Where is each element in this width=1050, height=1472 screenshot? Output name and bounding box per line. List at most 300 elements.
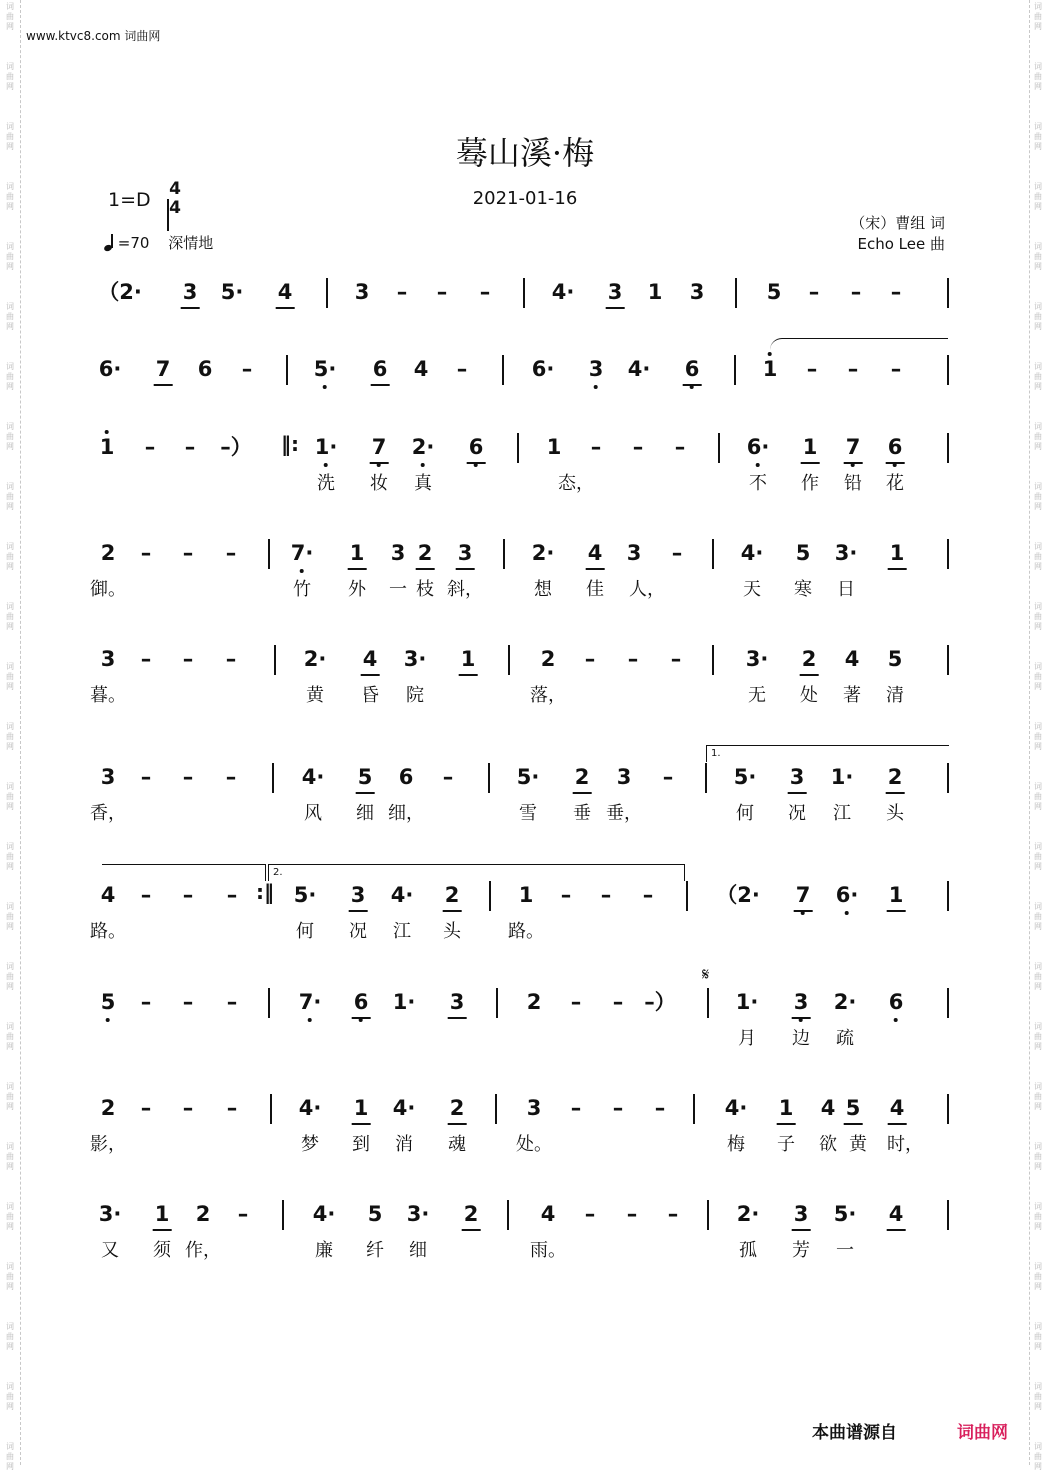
score-note: 2· <box>833 990 857 1014</box>
score-note: 1· <box>830 765 854 789</box>
score-note: 3 <box>354 280 370 304</box>
score-note: 3· <box>834 541 858 565</box>
time-signature <box>167 180 183 218</box>
score-note: 1· <box>315 435 338 459</box>
site-header[interactable]: www.ktvc8.com 词曲网 <box>26 29 161 43</box>
barline <box>502 355 504 385</box>
score-note: 5 <box>367 1202 383 1226</box>
dash-note: – <box>436 280 448 304</box>
score-note: 4 <box>588 541 603 565</box>
watermark-text: 词 曲 网 <box>6 1262 14 1291</box>
barline <box>326 278 328 308</box>
dash-note: – <box>890 280 902 304</box>
score-note: 2· <box>736 1202 760 1226</box>
lyric-syllable: 芳 <box>792 1240 810 1261</box>
watermark-text: 词 曲 网 <box>1034 122 1042 151</box>
barline <box>282 1200 284 1230</box>
barline <box>693 1094 695 1124</box>
watermark-text: 词 曲 网 <box>1034 602 1042 631</box>
score-note: 2 <box>526 990 542 1014</box>
dash-note: – <box>140 647 152 671</box>
watermark-text: 词 曲 网 <box>6 902 14 931</box>
lyric-syllable: 廉 <box>315 1240 333 1261</box>
lyric-syllable: 到 <box>352 1134 370 1155</box>
score-note: 3 <box>100 647 116 671</box>
watermark-text: 词 曲 网 <box>1034 482 1042 511</box>
dash-note: – <box>671 541 683 565</box>
barline <box>947 433 949 463</box>
score-note: 1 <box>155 1202 170 1226</box>
score-note: 4 <box>889 1202 904 1226</box>
lyric-syllable: 洗 <box>317 473 335 494</box>
watermark-text: 词 曲 网 <box>6 182 14 211</box>
score-note: 4 <box>820 1096 836 1120</box>
score-note: 3 <box>589 357 604 381</box>
dash-note: – <box>442 765 454 789</box>
watermark-strip-right <box>1028 0 1050 1471</box>
watermark-text: 词 曲 网 <box>6 2 14 31</box>
barline <box>268 988 270 1018</box>
score-note: 1 <box>803 435 818 459</box>
score-note: 3 <box>450 990 465 1014</box>
score-note: 2 <box>418 541 433 565</box>
watermark-text: 词 曲 网 <box>6 242 14 271</box>
lyric-syllable: 又 <box>101 1240 119 1261</box>
score-note: 7 <box>372 435 387 459</box>
barline <box>947 278 949 308</box>
score-note: 1 <box>100 435 115 459</box>
lyric-syllable: 想 <box>534 579 552 600</box>
watermark-text: 词 曲 网 <box>1034 1382 1042 1411</box>
barline <box>947 645 949 675</box>
score-note: 1 <box>350 541 365 565</box>
dash-note: – <box>626 1202 638 1226</box>
watermark-text: 词 曲 网 <box>6 1382 14 1411</box>
score-note: 3 <box>616 765 632 789</box>
barline <box>947 881 949 911</box>
lyric-syllable: 处。 <box>516 1134 552 1155</box>
dash-note: – <box>225 647 237 671</box>
barline <box>508 645 510 675</box>
dash-note: – <box>144 435 156 459</box>
score-note: 6 <box>889 990 904 1014</box>
lyric-syllable: 妆 <box>370 473 388 494</box>
score-note: 2· <box>303 647 327 671</box>
barline <box>503 539 505 569</box>
score-note: 3 <box>526 1096 542 1120</box>
watermark-text: 词 曲 网 <box>1034 62 1042 91</box>
score-note: 1· <box>392 990 416 1014</box>
watermark-text: 词 曲 网 <box>1034 902 1042 931</box>
volta-second-ending: 2. <box>268 864 685 881</box>
score-note: 5 <box>101 990 116 1014</box>
watermark-text: 词 曲 网 <box>6 1142 14 1171</box>
watermark-text: 词 曲 网 <box>1034 1262 1042 1291</box>
dash-note: – <box>140 883 152 907</box>
score-note: 6· <box>747 435 770 459</box>
dash-note: – <box>584 647 596 671</box>
watermark-text: 词 曲 网 <box>6 1202 14 1231</box>
score-note: 6· <box>531 357 555 381</box>
barline <box>707 988 709 1018</box>
lyric-syllable: 何 <box>736 803 754 824</box>
dash-note: – <box>560 883 572 907</box>
score-note: 4 <box>844 647 860 671</box>
barline <box>272 763 274 793</box>
score-note: 5· <box>833 1202 857 1226</box>
repeat-start-sign: ‖: <box>281 432 299 456</box>
watermark-text: 词 曲 网 <box>6 842 14 871</box>
time-signature-top: 4 <box>169 179 181 199</box>
barline <box>947 355 949 385</box>
dash-note: – <box>226 990 238 1014</box>
score-note: 5· <box>516 765 540 789</box>
score-note: 6 <box>398 765 414 789</box>
score-note: 4 <box>890 1096 905 1120</box>
barline <box>286 355 288 385</box>
dash-note: – <box>241 357 253 381</box>
watermark-text: 词 曲 网 <box>6 1322 14 1351</box>
watermark-text: 词 曲 网 <box>6 1022 14 1051</box>
watermark-text: 词 曲 网 <box>1034 302 1042 331</box>
score-note: 5 <box>766 280 782 304</box>
lyric-syllable: 院 <box>406 685 424 706</box>
score-note: 3 <box>790 765 805 789</box>
lyric-syllable: 人， <box>629 579 665 600</box>
watermark-text: 词 曲 网 <box>6 62 14 91</box>
watermark-text: 词 曲 网 <box>1034 182 1042 211</box>
score-note: 3 <box>794 1202 809 1226</box>
lyric-syllable: 态， <box>558 473 594 494</box>
lyric-syllable: 寒 <box>794 579 812 600</box>
lyric-syllable: 消 <box>395 1134 413 1155</box>
score-note: 2 <box>450 1096 465 1120</box>
tempo-value: =70 <box>117 234 150 252</box>
score-note: 4· <box>724 1096 748 1120</box>
dash-note: – <box>140 765 152 789</box>
watermark-text: 词 曲 网 <box>1034 1142 1042 1171</box>
watermark-text: 词 曲 网 <box>1034 2 1042 31</box>
dash-note: – <box>182 765 194 789</box>
dash-note: – <box>226 1096 238 1120</box>
volta-first-ending-cont <box>102 864 266 881</box>
score-note: 4 <box>413 357 429 381</box>
score-note: 2 <box>100 1096 116 1120</box>
watermark-text: 词 曲 网 <box>6 1082 14 1111</box>
watermark-text: 词 曲 网 <box>1034 362 1042 391</box>
lyric-syllable: 枝 <box>416 579 434 600</box>
score-note: 3 <box>689 280 705 304</box>
score-note: 6 <box>354 990 369 1014</box>
watermark-text: 词 曲 网 <box>1034 542 1042 571</box>
barline <box>947 1200 949 1230</box>
dash-note: – <box>184 435 196 459</box>
watermark-text: 词 曲 网 <box>1034 782 1042 811</box>
barline <box>705 763 707 793</box>
score-note: 1· <box>735 990 759 1014</box>
lyric-syllable: 垂 <box>573 803 591 824</box>
score-note: 4· <box>301 765 325 789</box>
watermark-text: 词 曲 网 <box>1034 242 1042 271</box>
dash-note: – <box>182 647 194 671</box>
score-note: 4· <box>312 1202 336 1226</box>
lyric-syllable: 路。 <box>90 921 126 942</box>
score-note: 1 <box>763 357 778 381</box>
lyric-syllable: 时， <box>887 1134 923 1155</box>
lyric-syllable: 雪 <box>519 803 537 824</box>
lyric-syllable: 雨。 <box>530 1240 566 1261</box>
lyric-syllable: 孤 <box>739 1240 757 1261</box>
watermark-text: 词 曲 网 <box>1034 722 1042 751</box>
score-note: 4· <box>390 883 414 907</box>
lyric-syllable: 一 <box>389 579 407 600</box>
watermark-text: 词 曲 网 <box>6 302 14 331</box>
barline <box>712 539 714 569</box>
lyric-syllable: 一 <box>836 1240 854 1261</box>
score-note: 3 <box>626 541 642 565</box>
score-note: 3· <box>403 647 427 671</box>
footer-source: 本曲谱源自 <box>812 1423 897 1443</box>
watermark-text: 词 曲 网 <box>6 422 14 451</box>
dash-note: – <box>612 1096 624 1120</box>
dash-note: – <box>225 541 237 565</box>
watermark-text: 词 曲 网 <box>1034 1022 1042 1051</box>
lyric-syllable: 落， <box>530 685 566 706</box>
volta-first-ending: 1. <box>706 745 949 762</box>
dash-note: – <box>570 990 582 1014</box>
score-note: 6 <box>373 357 388 381</box>
key-signature: 1=D <box>108 189 151 211</box>
barline <box>686 881 688 911</box>
barline <box>517 433 519 463</box>
dash-note: – <box>654 1096 666 1120</box>
dash-note: – <box>847 357 859 381</box>
lyric-syllable: 竹 <box>293 579 311 600</box>
watermark-text: 词 曲 网 <box>1034 842 1042 871</box>
watermark-text: 词 曲 网 <box>6 782 14 811</box>
score-note: 6 <box>685 357 700 381</box>
dash-note: – <box>808 280 820 304</box>
watermark-text: 词 曲 网 <box>6 482 14 511</box>
lyric-syllable: 外 <box>348 579 366 600</box>
lyric-syllable: 暮。 <box>90 685 126 706</box>
score-note: 2 <box>100 541 116 565</box>
tie-arc <box>770 338 948 355</box>
score-note: 3 <box>183 280 198 304</box>
watermark-text: 词 曲 网 <box>6 1442 14 1471</box>
lyric-syllable: 处 <box>800 685 818 706</box>
dash-note: – <box>584 1202 596 1226</box>
score-note: 5· <box>733 765 757 789</box>
watermark-text: 词 曲 网 <box>6 662 14 691</box>
dash-note: – <box>226 883 238 907</box>
lyric-syllable: 斜， <box>447 579 483 600</box>
score-note: 5 <box>358 765 373 789</box>
lyric-syllable: 何 <box>296 921 314 942</box>
watermark-text: 词 曲 网 <box>1034 1202 1042 1231</box>
lyric-syllable: 况 <box>349 921 367 942</box>
barline <box>488 763 490 793</box>
composer-credit: Echo Lee 曲 <box>857 235 945 253</box>
dash-note: – <box>850 280 862 304</box>
watermark-text: 词 曲 网 <box>6 542 14 571</box>
dash-note: –） <box>644 990 676 1014</box>
score-note: 2 <box>195 1202 211 1226</box>
score-note: 4 <box>100 883 116 907</box>
dash-note: – <box>140 541 152 565</box>
dash-note: – <box>140 1096 152 1120</box>
score-note: 2 <box>888 765 903 789</box>
barline <box>718 433 720 463</box>
lyric-syllable: 子 <box>777 1134 795 1155</box>
lyric-syllable: 著 <box>843 685 861 706</box>
lyric-syllable: 黄 <box>849 1134 867 1155</box>
score-note: 2· <box>531 541 555 565</box>
score-note: 1 <box>461 647 476 671</box>
score-note: 3· <box>745 647 769 671</box>
score-note: 3 <box>608 280 623 304</box>
quarter-note-icon <box>104 234 113 251</box>
lyric-syllable: 清 <box>886 685 904 706</box>
score-note: 5 <box>846 1096 861 1120</box>
score-note: （2· <box>716 883 760 907</box>
song-title: 蓦山溪·梅 <box>455 134 595 172</box>
watermark-text: 词 曲 网 <box>1034 662 1042 691</box>
score-note: 6 <box>197 357 213 381</box>
watermark-text: 词 曲 网 <box>6 962 14 991</box>
barline <box>523 278 525 308</box>
watermark-text: 词 曲 网 <box>1034 1442 1042 1471</box>
dash-note: – <box>140 990 152 1014</box>
dash-note: – <box>590 435 602 459</box>
lyric-syllable: 头 <box>443 921 461 942</box>
barline <box>274 645 276 675</box>
dash-note: – <box>627 647 639 671</box>
watermark-text: 词 曲 网 <box>6 602 14 631</box>
watermark-strip-left <box>0 0 22 1471</box>
lyric-syllable: 香， <box>90 803 126 824</box>
barline <box>507 1200 509 1230</box>
score-note: 3 <box>390 541 406 565</box>
lyric-syllable: 边 <box>792 1028 810 1049</box>
lyric-syllable: 细 <box>356 803 374 824</box>
score-note: 4· <box>740 541 764 565</box>
lyricist-credit: （宋）曹组 词 <box>850 214 945 232</box>
score-note: 5· <box>314 357 337 381</box>
lyric-syllable: 魂 <box>448 1134 466 1155</box>
score-note: 1 <box>518 883 534 907</box>
lyric-syllable: 日 <box>837 579 855 600</box>
score-note: 4· <box>551 280 575 304</box>
score-note: 1 <box>546 435 562 459</box>
score-note: 6 <box>469 435 484 459</box>
lyric-syllable: 梅 <box>727 1134 745 1155</box>
score-note: 2· <box>412 435 435 459</box>
dash-note: – <box>806 357 818 381</box>
score-note: 4 <box>278 280 293 304</box>
score-note: 7 <box>156 357 171 381</box>
dash-note: – <box>570 1096 582 1120</box>
lyric-syllable: 况 <box>788 803 806 824</box>
score-note: 5· <box>293 883 317 907</box>
barline <box>707 1200 709 1230</box>
score-note: 1 <box>890 541 905 565</box>
score-note: 3 <box>794 990 809 1014</box>
watermark-text: 词 曲 网 <box>1034 1082 1042 1111</box>
lyric-syllable: 佳 <box>586 579 604 600</box>
score-note: 3· <box>406 1202 430 1226</box>
lyric-syllable: 真 <box>414 473 432 494</box>
lyric-syllable: 无 <box>748 685 766 706</box>
lyric-syllable: 不 <box>749 473 767 494</box>
dash-note: – <box>612 990 624 1014</box>
score-note: 2 <box>802 647 817 671</box>
dash-note: – <box>600 883 612 907</box>
watermark-text: 词 曲 网 <box>6 122 14 151</box>
lyric-syllable: 疏 <box>836 1028 854 1049</box>
repeat-end-sign: :‖ <box>256 880 274 904</box>
lyric-syllable: 垂， <box>606 803 642 824</box>
score-note: 2 <box>540 647 556 671</box>
watermark-text: 词 曲 网 <box>6 362 14 391</box>
lyric-syllable: 作 <box>801 473 819 494</box>
lyric-syllable: 江 <box>393 921 411 942</box>
score-note: 2 <box>445 883 460 907</box>
score-note: 6· <box>836 883 859 907</box>
dash-note: – <box>890 357 902 381</box>
dash-note: – <box>674 435 686 459</box>
lyric-syllable: 须 <box>153 1240 171 1261</box>
score-note: 1 <box>889 883 904 907</box>
dash-note: – <box>182 1096 194 1120</box>
dash-note: –） <box>220 435 252 459</box>
score-note: 1 <box>647 280 663 304</box>
score-note: 4 <box>363 647 378 671</box>
dash-note: – <box>396 280 408 304</box>
lyric-syllable: 风 <box>304 803 322 824</box>
score-note: 4· <box>298 1096 322 1120</box>
score-date: 2021-01-16 <box>472 188 578 209</box>
footer-brand-link[interactable]: 词曲网 <box>957 1423 1008 1443</box>
barline <box>489 881 491 911</box>
score-note: 3· <box>98 1202 122 1226</box>
barline <box>270 1094 272 1124</box>
time-signature-bottom: 4 <box>169 198 181 218</box>
dash-note: – <box>225 765 237 789</box>
segno-sign: 𝄋 <box>702 965 710 985</box>
score-note: 6 <box>888 435 903 459</box>
score-note: 2 <box>464 1202 479 1226</box>
watermark-text: 词 曲 网 <box>6 722 14 751</box>
watermark-text: 词 曲 网 <box>1034 422 1042 451</box>
dash-note: – <box>632 435 644 459</box>
dash-note: – <box>237 1202 249 1226</box>
barline <box>947 539 949 569</box>
lyric-syllable: 天 <box>743 579 761 600</box>
score-note: 5· <box>220 280 244 304</box>
score-note: 4· <box>392 1096 416 1120</box>
dash-note: – <box>670 647 682 671</box>
barline <box>495 1094 497 1124</box>
lyric-syllable: 作， <box>185 1240 221 1261</box>
dash-note: – <box>662 765 674 789</box>
dash-note: – <box>182 990 194 1014</box>
barline <box>947 1094 949 1124</box>
lyric-syllable: 御。 <box>90 579 126 600</box>
score-note: 7· <box>291 541 314 565</box>
score-note: 1 <box>354 1096 369 1120</box>
lyric-syllable: 头 <box>886 803 904 824</box>
